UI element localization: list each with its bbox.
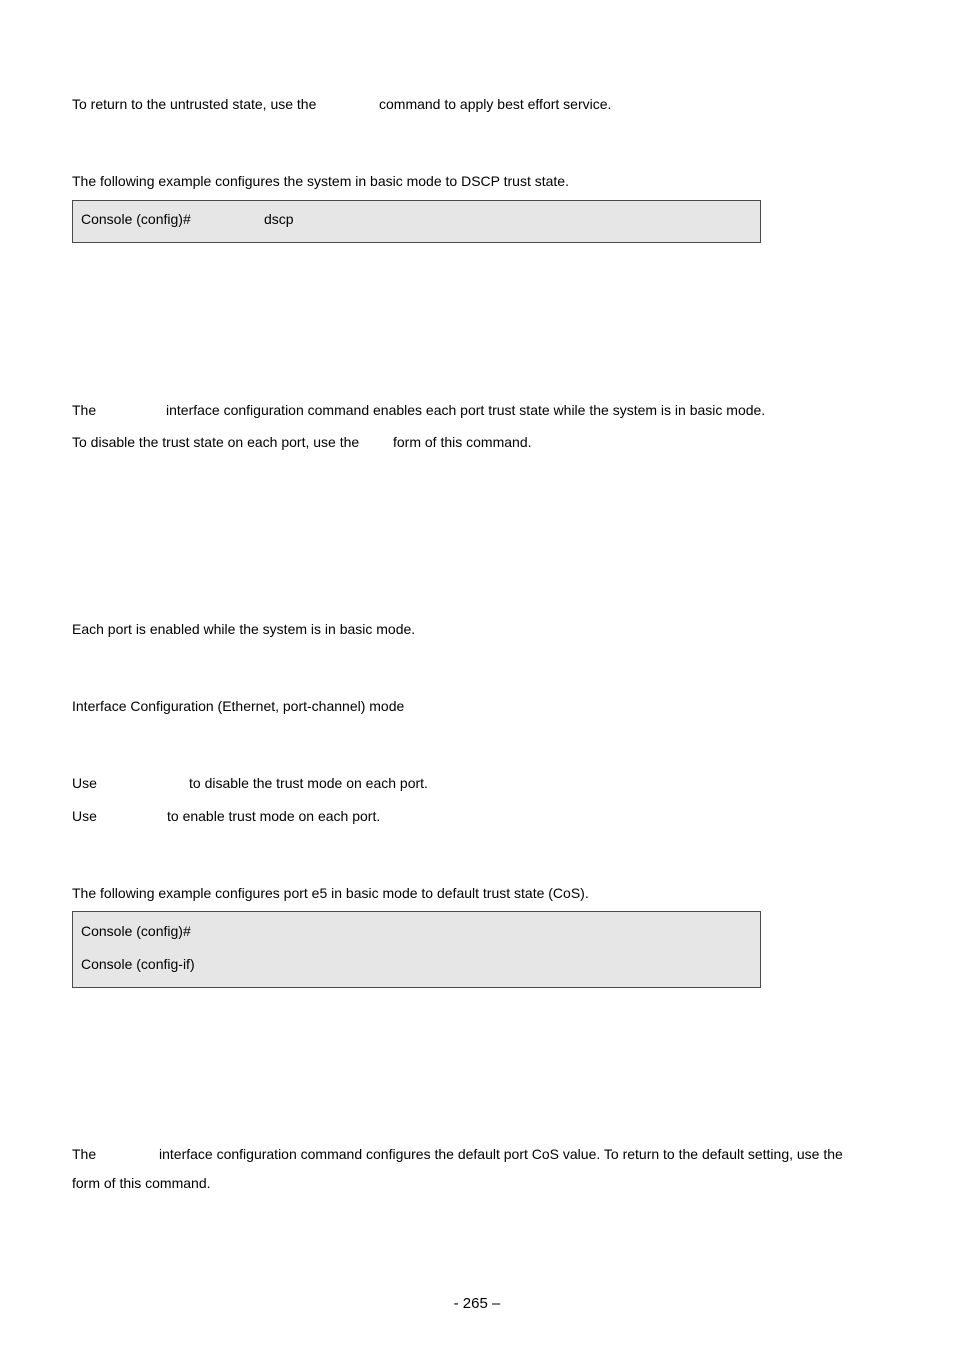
usage-text-start: To return to the untrusted state, use the	[72, 96, 317, 112]
description-start: The	[72, 1146, 97, 1162]
code-prompt: Console (config)#	[81, 211, 191, 227]
example-intro: The following example configures port e5 in basic mode to default trust state (CoS).	[72, 885, 589, 901]
command-mode: Interface Configuration (Ethernet, port-channel) mode	[72, 698, 405, 714]
description-end: interface configuration command enables each port trust state while the system is in basic mode.	[166, 402, 766, 418]
code-line-1: Console (config)#	[81, 923, 191, 939]
code-argument: dscp	[264, 211, 294, 227]
code-line-2: Console (config-if)	[81, 956, 195, 972]
no-form-text-end: form of this command.	[393, 434, 532, 450]
guideline-1-end: to disable the trust mode on each port.	[189, 775, 428, 791]
example-intro: The following example configures the system in basic mode to DSCP trust state.	[72, 173, 569, 189]
guideline-1-start: Use	[72, 775, 97, 791]
guideline-2-start: Use	[72, 808, 97, 824]
default-configuration: Each port is enabled while the system is in basic mode.	[72, 621, 416, 637]
description-middle: interface configuration command configures the default port CoS value. To return to the default setting, use the	[159, 1146, 843, 1162]
code-example-box	[72, 200, 761, 243]
usage-text-end: command to apply best effort service.	[379, 96, 612, 112]
page-number: - 265 –	[453, 1295, 501, 1312]
guideline-2-end: to enable trust mode on each port.	[167, 808, 381, 824]
description-start: The	[72, 402, 97, 418]
no-form-text-start: To disable the trust state on each port, use the	[72, 434, 360, 450]
description-end: form of this command.	[72, 1175, 211, 1191]
code-example-box	[72, 911, 761, 988]
